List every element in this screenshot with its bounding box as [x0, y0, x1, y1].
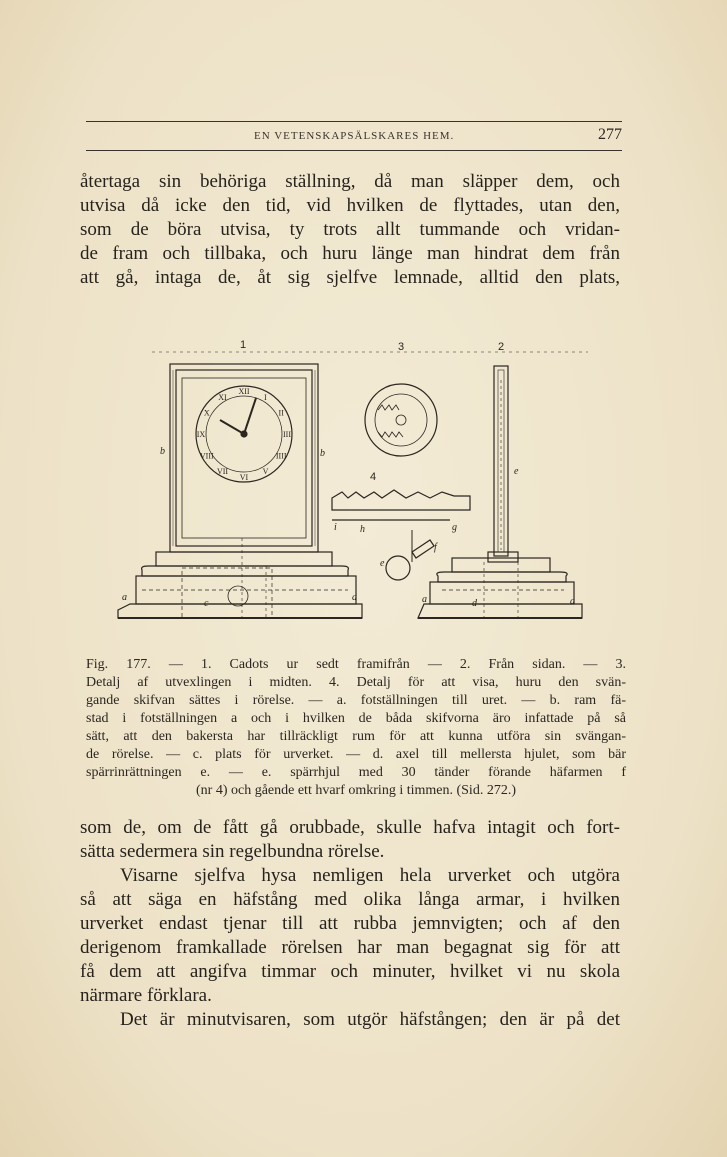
clock-numeral: VI: [239, 473, 249, 482]
caption-line: gande skifvan sättes i rörelse. — a. fotställningen till uret. — b. ram fä-: [86, 693, 626, 708]
clock-numeral: I: [264, 392, 267, 402]
header-rule-top: [86, 121, 622, 122]
caption-line: sätt, att den bakersta har tillräckligt rum för att kunna utföra sin svängan-: [86, 729, 626, 744]
figure-caption: [86, 656, 626, 800]
caption-line: de rörelse. — c. plats för urverket. — d. axel till mellersta hjulet, som bär: [86, 747, 626, 762]
figure-label-2: 2: [498, 341, 505, 353]
side-view-base-foot: [418, 604, 582, 618]
figure-letter-a-2: a: [352, 592, 357, 603]
figure-letter-b-right: b: [320, 448, 325, 459]
page-number: 277: [598, 126, 622, 143]
caption-line: spärrinrättningen e. — e. spärrhjul med 30 tänder förande häfarmen f: [86, 765, 626, 780]
caption-line: Detalj af utvexlingen i midten. 4. Detalj för att visa, huru den svän-: [86, 675, 626, 690]
caption-line: stad i fotställningen a och i hvilken de båda skifvorna äro infattade på så: [86, 711, 626, 726]
clock-minute-hand: [244, 398, 256, 434]
figure-letter-g: g: [452, 522, 457, 533]
side-view-collar: [488, 552, 518, 562]
text-line: som de, om de fått gå orubbade, skulle hafva intagit och fort-: [80, 817, 620, 838]
text-line: Det är minutvisaren, som utgör häfstången; den är på det: [120, 1009, 620, 1030]
figure-letter-b-left: b: [160, 446, 165, 457]
figure-letter-c: c: [204, 598, 209, 609]
figure-letter-e-column: e: [514, 466, 519, 477]
figure-letter-h: h: [360, 524, 365, 535]
page-header: [86, 126, 622, 148]
running-head: EN VETENSKAPSÄLSKARES HEM.: [254, 130, 455, 142]
clock-numeral: III: [283, 430, 291, 439]
detail-3-outer-disc: [365, 384, 437, 456]
paragraph-top: [80, 170, 620, 290]
clock-numeral: IIII: [275, 451, 287, 461]
caption-line: Fig. 177. — 1. Cadots ur sedt framifrån — 2. Från sidan. — 3.: [86, 657, 626, 672]
detail-4-ratchet-bar: [332, 490, 470, 510]
figure-letter-a-3: a: [422, 594, 427, 605]
clock-numeral: V: [262, 467, 269, 477]
side-view-base-block: [430, 582, 574, 604]
side-view-plinth-top: [452, 558, 550, 572]
figure-label-4: 4: [370, 471, 377, 483]
clock-engraving: [112, 340, 588, 640]
detail-3-inner-disc: [375, 394, 427, 446]
figure-label-1: 1: [240, 340, 247, 351]
text-line: de fram och tillbaka, och huru länge man hindrat dem från: [80, 243, 620, 264]
text-line: återtaga sin behöriga ställning, då man släpper dem, och: [80, 171, 620, 192]
text-line: få dem att angifva timmar och minuter, hvilket vi nu skola: [80, 961, 620, 982]
clock-numeral: XI: [218, 392, 227, 402]
paragraph-bottom: [80, 816, 620, 864]
clock-plinth-top: [156, 552, 332, 566]
text-line: så att säga en häfstång med olika långa armar, i hvilken: [80, 889, 620, 910]
clock-numeral: VII: [216, 467, 229, 477]
clock-hour-hand: [220, 420, 244, 434]
figure-label-3: 3: [398, 341, 405, 353]
clock-numeral: II: [278, 408, 284, 418]
figure-letter-i: i: [334, 522, 337, 533]
text-line: Visarne sjelfva hysa nemligen hela urverket och utgöra: [120, 865, 620, 886]
clock-molding: [142, 566, 349, 576]
text-line: utvisa då icke den tid, vid hvilken de flyttades, utan den,: [80, 195, 620, 216]
paragraph-final: [80, 864, 620, 1032]
figure-letter-e-detail: e: [380, 558, 385, 569]
clock-numeral: XII: [238, 387, 250, 396]
figure-letter-d: d: [472, 598, 477, 609]
text-line: derigenom framkallade rörelsen har man begagnat sig för att: [80, 937, 620, 958]
figure-letter-f: f: [434, 542, 437, 553]
text-line: att gå, intaga de, åt sig sjelfve lemnade, alltid den plats,: [80, 267, 620, 288]
text-line: urverket endast tjenar till att rubba jemnvigten; och af den: [80, 913, 620, 934]
text-line: sätta sedermera sin regelbundna rörelse.: [80, 841, 385, 862]
caption-line: (nr 4) och gående ett hvarf omkring i timmen. (Sid. 272.): [196, 783, 516, 798]
detail-4-pivot-wheel: [386, 556, 410, 580]
text-line: närmare förklara.: [80, 985, 212, 1006]
clock-numeral: VIII: [199, 451, 214, 461]
figure-177-illustration: [112, 340, 588, 640]
figure-letter-a-1: a: [122, 592, 127, 603]
clock-numeral: X: [203, 408, 210, 418]
clock-numeral: IX: [196, 430, 206, 439]
figure-letter-a-4: a: [570, 596, 575, 607]
text-line: som de böra utvisa, ty trots allt tummande och vridan-: [80, 219, 620, 240]
header-rule-bottom: [86, 150, 622, 151]
